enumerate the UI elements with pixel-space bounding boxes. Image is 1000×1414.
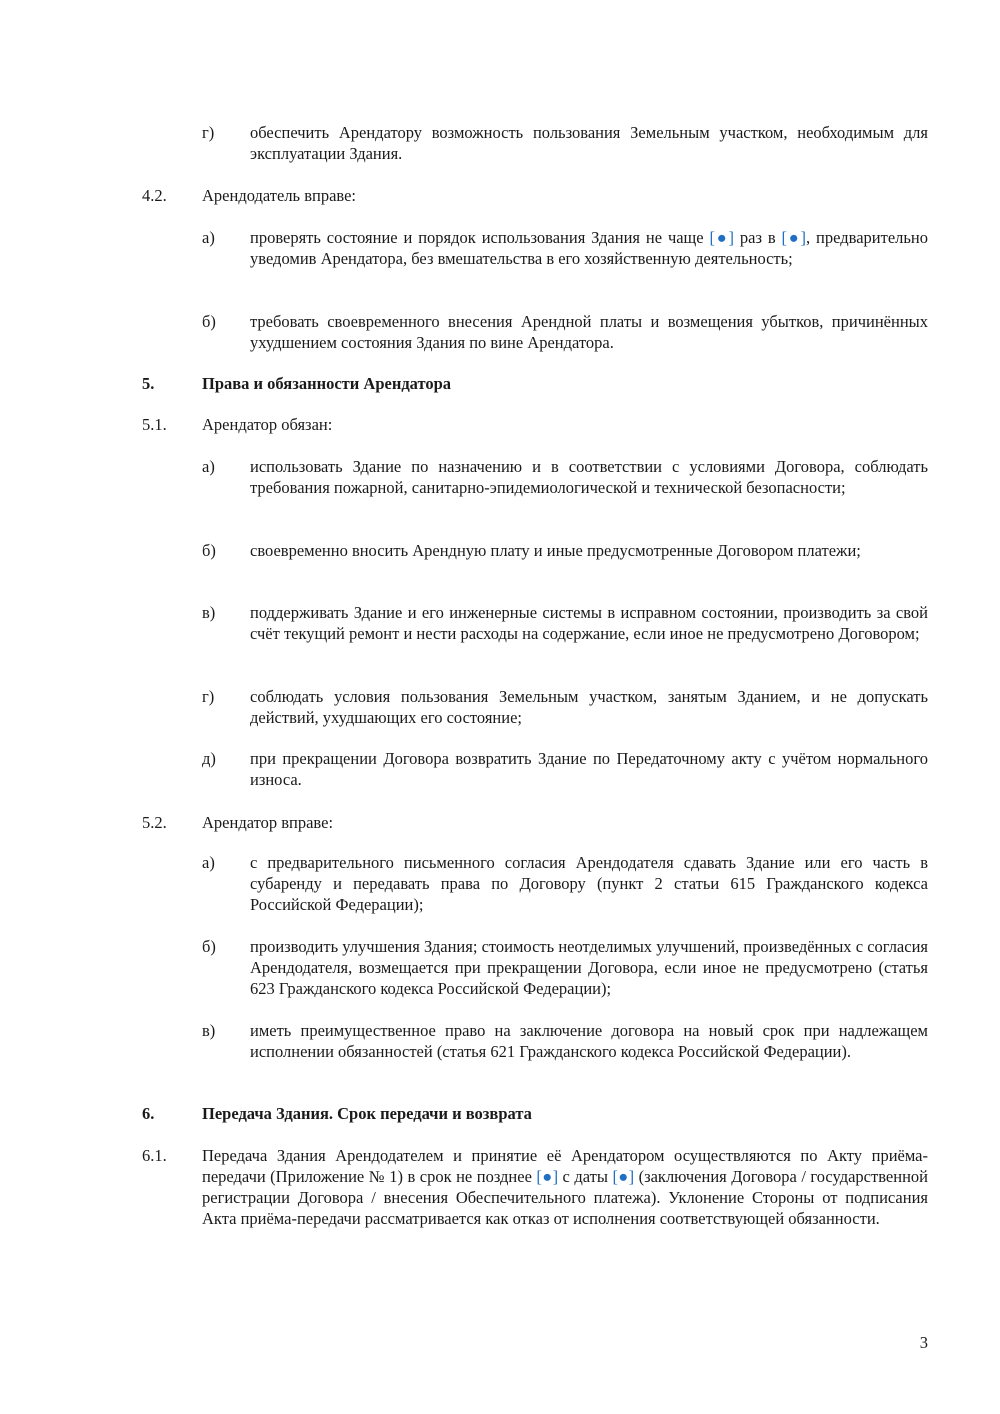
subitem-label: б) bbox=[202, 312, 216, 331]
subitem-text bbox=[250, 540, 928, 561]
text-run: своевременно вносить Арендную плату и иные предусмотренные Договором платежи; bbox=[250, 541, 861, 560]
clause-number: 6.1. bbox=[142, 1146, 167, 1165]
section-heading bbox=[202, 1103, 928, 1124]
placeholder-marker: [●] bbox=[612, 1167, 635, 1186]
text-run: с даты bbox=[558, 1167, 613, 1186]
text-run: требовать своевременного внесения Арендной платы и возмещения убытков, причинённых ухудшением состояния Здания по вине Арендатора. bbox=[250, 312, 928, 352]
text-run: Передача Здания. Срок передачи и возврата bbox=[202, 1104, 532, 1123]
subitem-label: в) bbox=[202, 603, 216, 622]
subitem-text bbox=[250, 852, 928, 915]
subitem-text bbox=[250, 456, 928, 498]
text-run: раз в bbox=[733, 228, 782, 247]
subitem-text bbox=[250, 748, 928, 790]
text-run: Арендатор обязан: bbox=[202, 415, 333, 434]
subitem-text bbox=[250, 122, 928, 164]
subitem-label: а) bbox=[202, 228, 215, 247]
text-run: Передача Здания Арендодателем и принятие её Арендатором осуществляются по Акту приёма-передачи (Приложение № 1) в срок не позднее bbox=[202, 1146, 928, 1186]
clause-number: 4.2. bbox=[142, 186, 167, 205]
section-number: 6. bbox=[142, 1104, 155, 1123]
clause-text bbox=[202, 812, 928, 833]
section-heading bbox=[202, 373, 928, 394]
text-run: Арендодатель вправе: bbox=[202, 186, 356, 205]
subitem-text bbox=[250, 311, 928, 353]
text-run: Права и обязанности Арендатора bbox=[202, 374, 452, 393]
subitem-label: б) bbox=[202, 937, 216, 956]
clause-text bbox=[202, 414, 928, 435]
placeholder-marker: [●] bbox=[709, 228, 734, 247]
subitem-label: а) bbox=[202, 853, 215, 872]
clause-number: 5.1. bbox=[142, 415, 167, 434]
subitem-label: г) bbox=[202, 687, 215, 706]
text-run: Арендатор вправе: bbox=[202, 813, 334, 832]
subitem-label: а) bbox=[202, 457, 215, 476]
clause-text bbox=[202, 1145, 928, 1229]
placeholder-marker: [●] bbox=[781, 228, 807, 247]
clause-text bbox=[202, 185, 928, 206]
clause-number: 5.2. bbox=[142, 813, 167, 832]
subitem-text bbox=[250, 686, 928, 728]
text-run: использовать Здание по назначению и в соответствии с условиями Договора, соблюдать требования пожарной, санитарно-эпидемиологической и технической безопасности; bbox=[250, 457, 928, 497]
text-run: поддерживать Здание и его инженерные системы в исправном состоянии, производить за свой счёт текущий ремонт и нести расходы на содержание, если иное не предусмотрено Договором; bbox=[250, 603, 928, 643]
text-run: обеспечить Арендатору возможность пользования Земельным участком, необходимым для эксплуатации Здания. bbox=[250, 123, 928, 163]
subitem-label: д) bbox=[202, 749, 216, 768]
subitem-label: г) bbox=[202, 123, 215, 142]
placeholder-marker: [●] bbox=[536, 1167, 559, 1186]
section-number: 5. bbox=[142, 374, 155, 393]
text-run: с предварительного письменного согласия Арендодателя сдавать Здание или его часть в субаренду и передавать права по Договору (пункт 2 статьи 615 Гражданского кодекса Российской Федерации); bbox=[250, 853, 928, 914]
page-number: 3 bbox=[919, 1333, 928, 1352]
subitem-text bbox=[250, 227, 928, 269]
text-run: , предварительно уведомив Арендатора, без вмешательства в его хозяйственную деятельность; bbox=[250, 228, 928, 268]
subitem-text bbox=[250, 936, 928, 999]
text-run: соблюдать условия пользования Земельным участком, занятым Зданием, и не допускать действий, ухудшающих его состояние; bbox=[250, 687, 928, 727]
subitem-text bbox=[250, 602, 928, 644]
subitem-text bbox=[250, 1020, 928, 1062]
text-run: проверять состояние и порядок использования Здания не чаще bbox=[250, 228, 710, 247]
text-run: при прекращении Договора возвратить Здание по Передаточному акту с учётом нормального износа. bbox=[250, 749, 928, 789]
subitem-label: в) bbox=[202, 1021, 216, 1040]
text-run: производить улучшения Здания; стоимость неотделимых улучшений, произведённых с согласия Арендодателя, возмещается при прекращении Договора, если иное не предусмотрено (статья 623 Гражданского кодекса Российской Федерации); bbox=[250, 937, 928, 998]
text-run: иметь преимущественное право на заключение договора на новый срок при надлежащем исполнении обязанностей (статья 621 Гражданского кодекса Российской Федерации). bbox=[250, 1021, 928, 1061]
subitem-label: б) bbox=[202, 541, 216, 560]
text-run: (заключения Договора / государственной регистрации Договора / внесения Обеспечительного платежа). Уклонение Стороны от подписания Акта приёма-передачи рассматривается как отказ от исполнения соответствующей обязанности. bbox=[202, 1167, 928, 1228]
